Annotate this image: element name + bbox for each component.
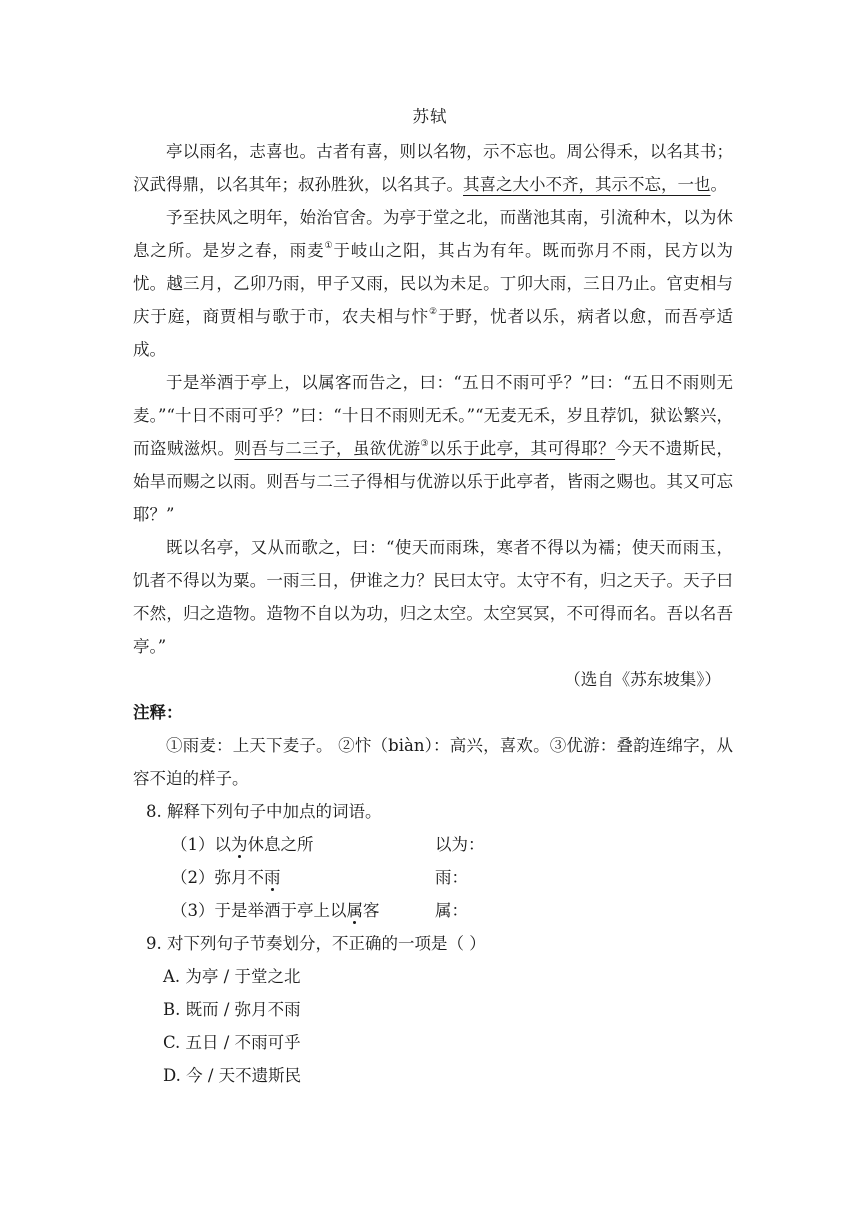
question-8-item-1: （1）以为休息之所 以为： [133,828,733,861]
paragraph-1-end: 。 [710,175,727,194]
underlined-sentence-2 [234,439,615,458]
question-9-option-b: B. 既而 / 弥月不雨 [163,1000,301,1019]
footnote-marker-3: ③ [420,439,430,449]
source-citation: （选自《苏东坡集》） [564,670,721,689]
question-9-option-c: C. 五日 / 不雨可乎 [163,1033,301,1052]
notes-text: ①雨麦：上天下麦子。 ②忭（biàn）：高兴，喜欢。③优游：叠韵连绵字，从容不迫的样子。 [133,736,733,788]
paragraph-1 [133,135,733,201]
underlined-sentence-2-a: 则吾与二三子，虽欲优游 [234,439,421,458]
paragraph-2 [133,201,733,366]
paragraph-3-text-b: 今天不遗斯民，始旱而赐之以雨。则吾与二三子得相与优游以乐于此亭者，皆雨之赐也。其又可忘耶？” [133,439,734,524]
underlined-sentence-2-b: 以乐于此亭，其可得耶？ [429,439,616,458]
dotted-word: 雨 [264,868,281,887]
footnote-marker-1: ① [324,241,334,251]
paragraph-3-text-a: 于是举酒于亭上，以属客而告之，曰：“五日不雨可乎？”曰：“五日不雨则无麦。”“十日不雨可乎？”曰：“十日不雨则无禾。”“无麦无禾，岁且荐饥，狱讼繁兴，而盗贼滋炽。 [133,373,733,458]
question-8-item-3: （3）于是举酒于亭上以属客 属： [133,894,733,927]
paragraph-1-text: 亭以雨名，志喜也。古者有喜，则以名物，示不忘也。周公得禾，以名其书；汉武得鼎，以名其年；叔孙胜狄，以名其子。 [133,142,733,194]
question-9-stem: 9. 对下列句子节奏划分，不正确的一项是（ ） [146,934,486,953]
question-9-option-a: A. 为亭 / 于堂之北 [163,967,301,986]
passage [133,135,733,1092]
answer-term: 以为： [435,835,485,854]
question-8-stem: 8. 解释下列句子中加点的词语。 [146,802,382,821]
question-8-item-2: （2）弥月不雨 雨： [133,861,733,894]
paragraph-2-text-a: 予至扶风之明年，始治官舍。为亭于堂之北，而凿池其南，引流种木，以为休息之所。是岁之春，雨麦 [133,208,733,260]
notes-title: 注释： [133,703,183,722]
paragraph-2-text-b: 于岐山之阳，其占为有年。既而弥月不雨，民方以为忧。越三月，乙卯乃雨，甲子又雨，民以为未足。丁卯大雨，三日乃止。官吏相与庆于庭，商贾相与歌于市，农夫相与忭 [133,241,734,326]
dotted-word: 为 [231,835,248,854]
answer-term: 雨： [435,868,468,887]
paragraph-3 [133,366,733,531]
dotted-word: 属 [346,901,363,920]
paragraph-4: 既以名亭，又从而歌之，曰：“使天而雨珠，寒者不得以为襦；使天而雨玉，饥者不得以为粟。一雨三日，伊谁之力？民曰太守。太守不有，归之天子。天子曰不然，归之造物。造物不自以为功，归之太空。太空冥冥，不可得而名。吾以名吾亭。” [133,538,733,656]
question-9-option-d: D. 今 / 天不遗斯民 [163,1066,302,1085]
paragraph-2-text-c: 于野，忧者以乐，病者以愈，而吾亭适成。 [133,307,734,359]
answer-term: 属： [435,901,468,920]
underlined-sentence-1: 其喜之大小不齐，其示不忘，一也 [463,175,711,194]
author-name: 苏轼 [412,107,448,126]
footnote-marker-2: ② [428,307,438,317]
